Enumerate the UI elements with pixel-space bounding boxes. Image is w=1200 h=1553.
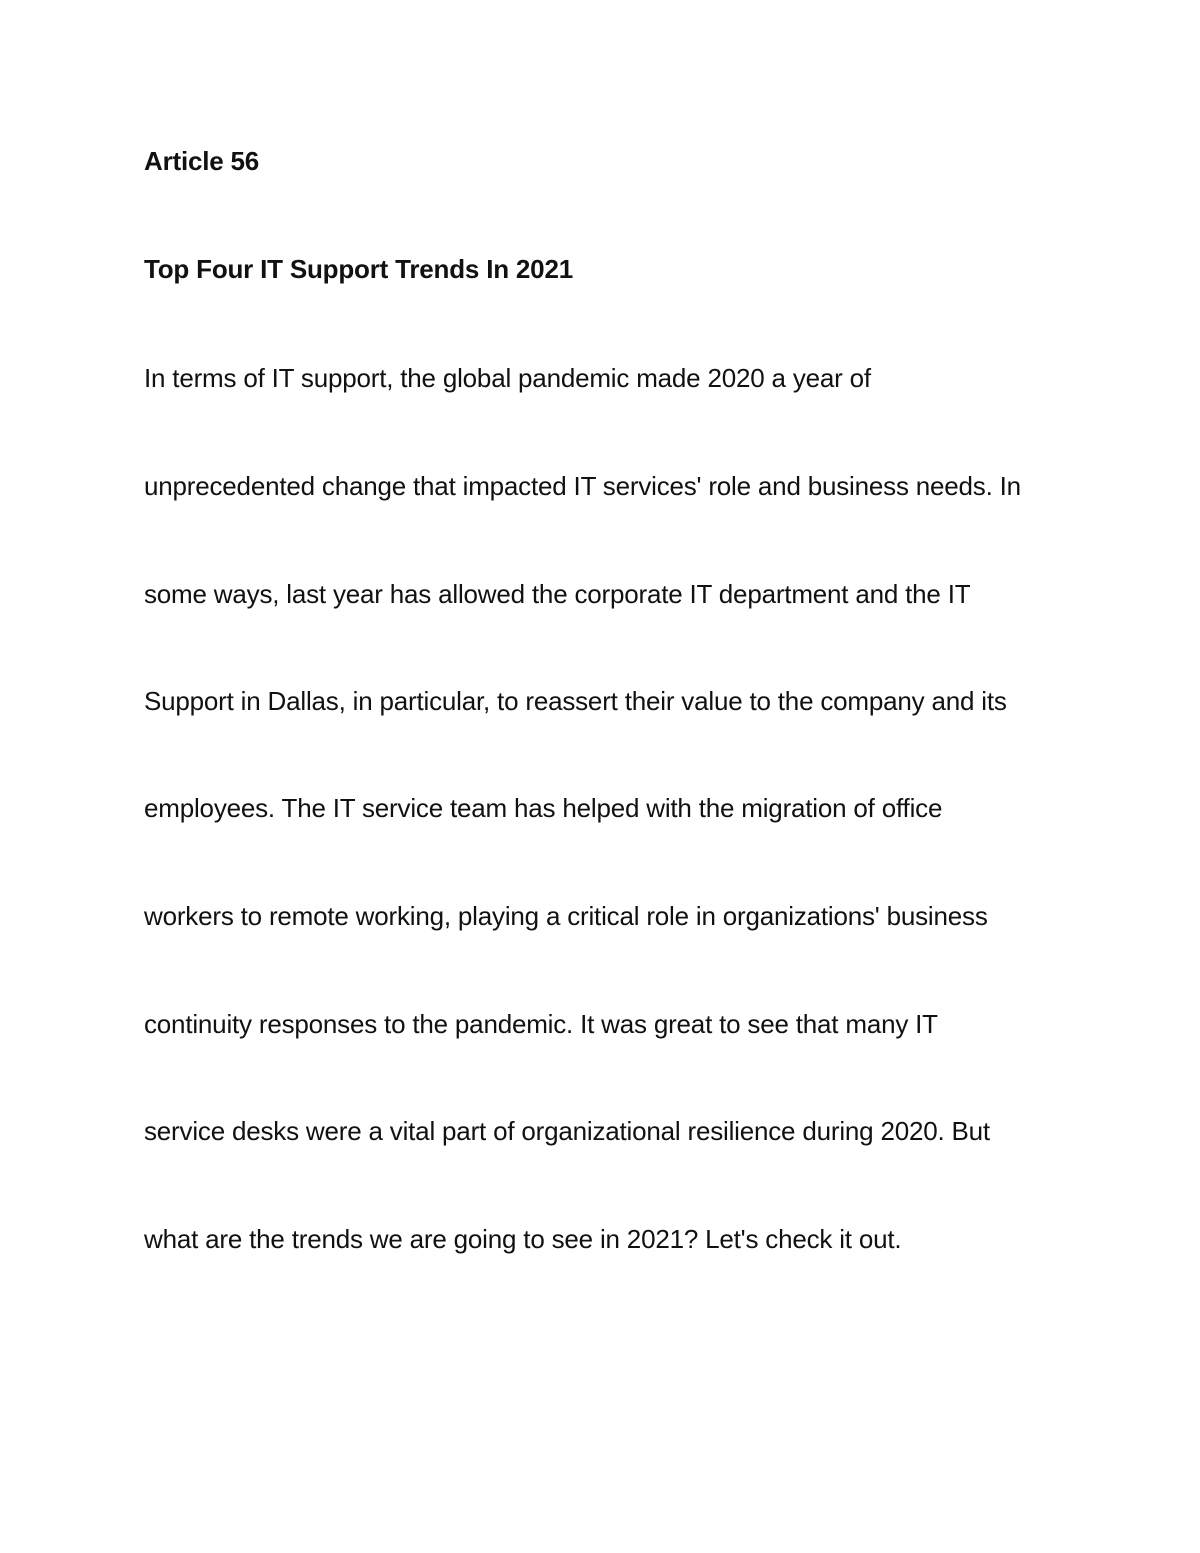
paragraph-line: what are the trends we are going to see in 2021? Let's check it out. [144,1224,902,1254]
paragraph-line: unprecedented change that impacted IT services' role and business needs. In [144,471,1021,501]
article-label: Article 56 [144,146,260,176]
paragraph-line: service desks were a vital part of organizational resilience during 2020. But [144,1116,990,1146]
paragraph-line: employees. The IT service team has helped with the migration of office [144,793,943,823]
paragraph-line: some ways, last year has allowed the corporate IT department and the IT [144,579,971,609]
paragraph-line: continuity responses to the pandemic. It was great to see that many IT [144,1009,938,1039]
paragraph-line: workers to remote working, playing a critical role in organizations' business [144,901,988,931]
article-heading: Top Four IT Support Trends In 2021 [144,254,573,284]
paragraph-line: In terms of IT support, the global pandemic made 2020 a year of [144,363,871,393]
paragraph-line: Support in Dallas, in particular, to reassert their value to the company and its [144,686,1007,716]
